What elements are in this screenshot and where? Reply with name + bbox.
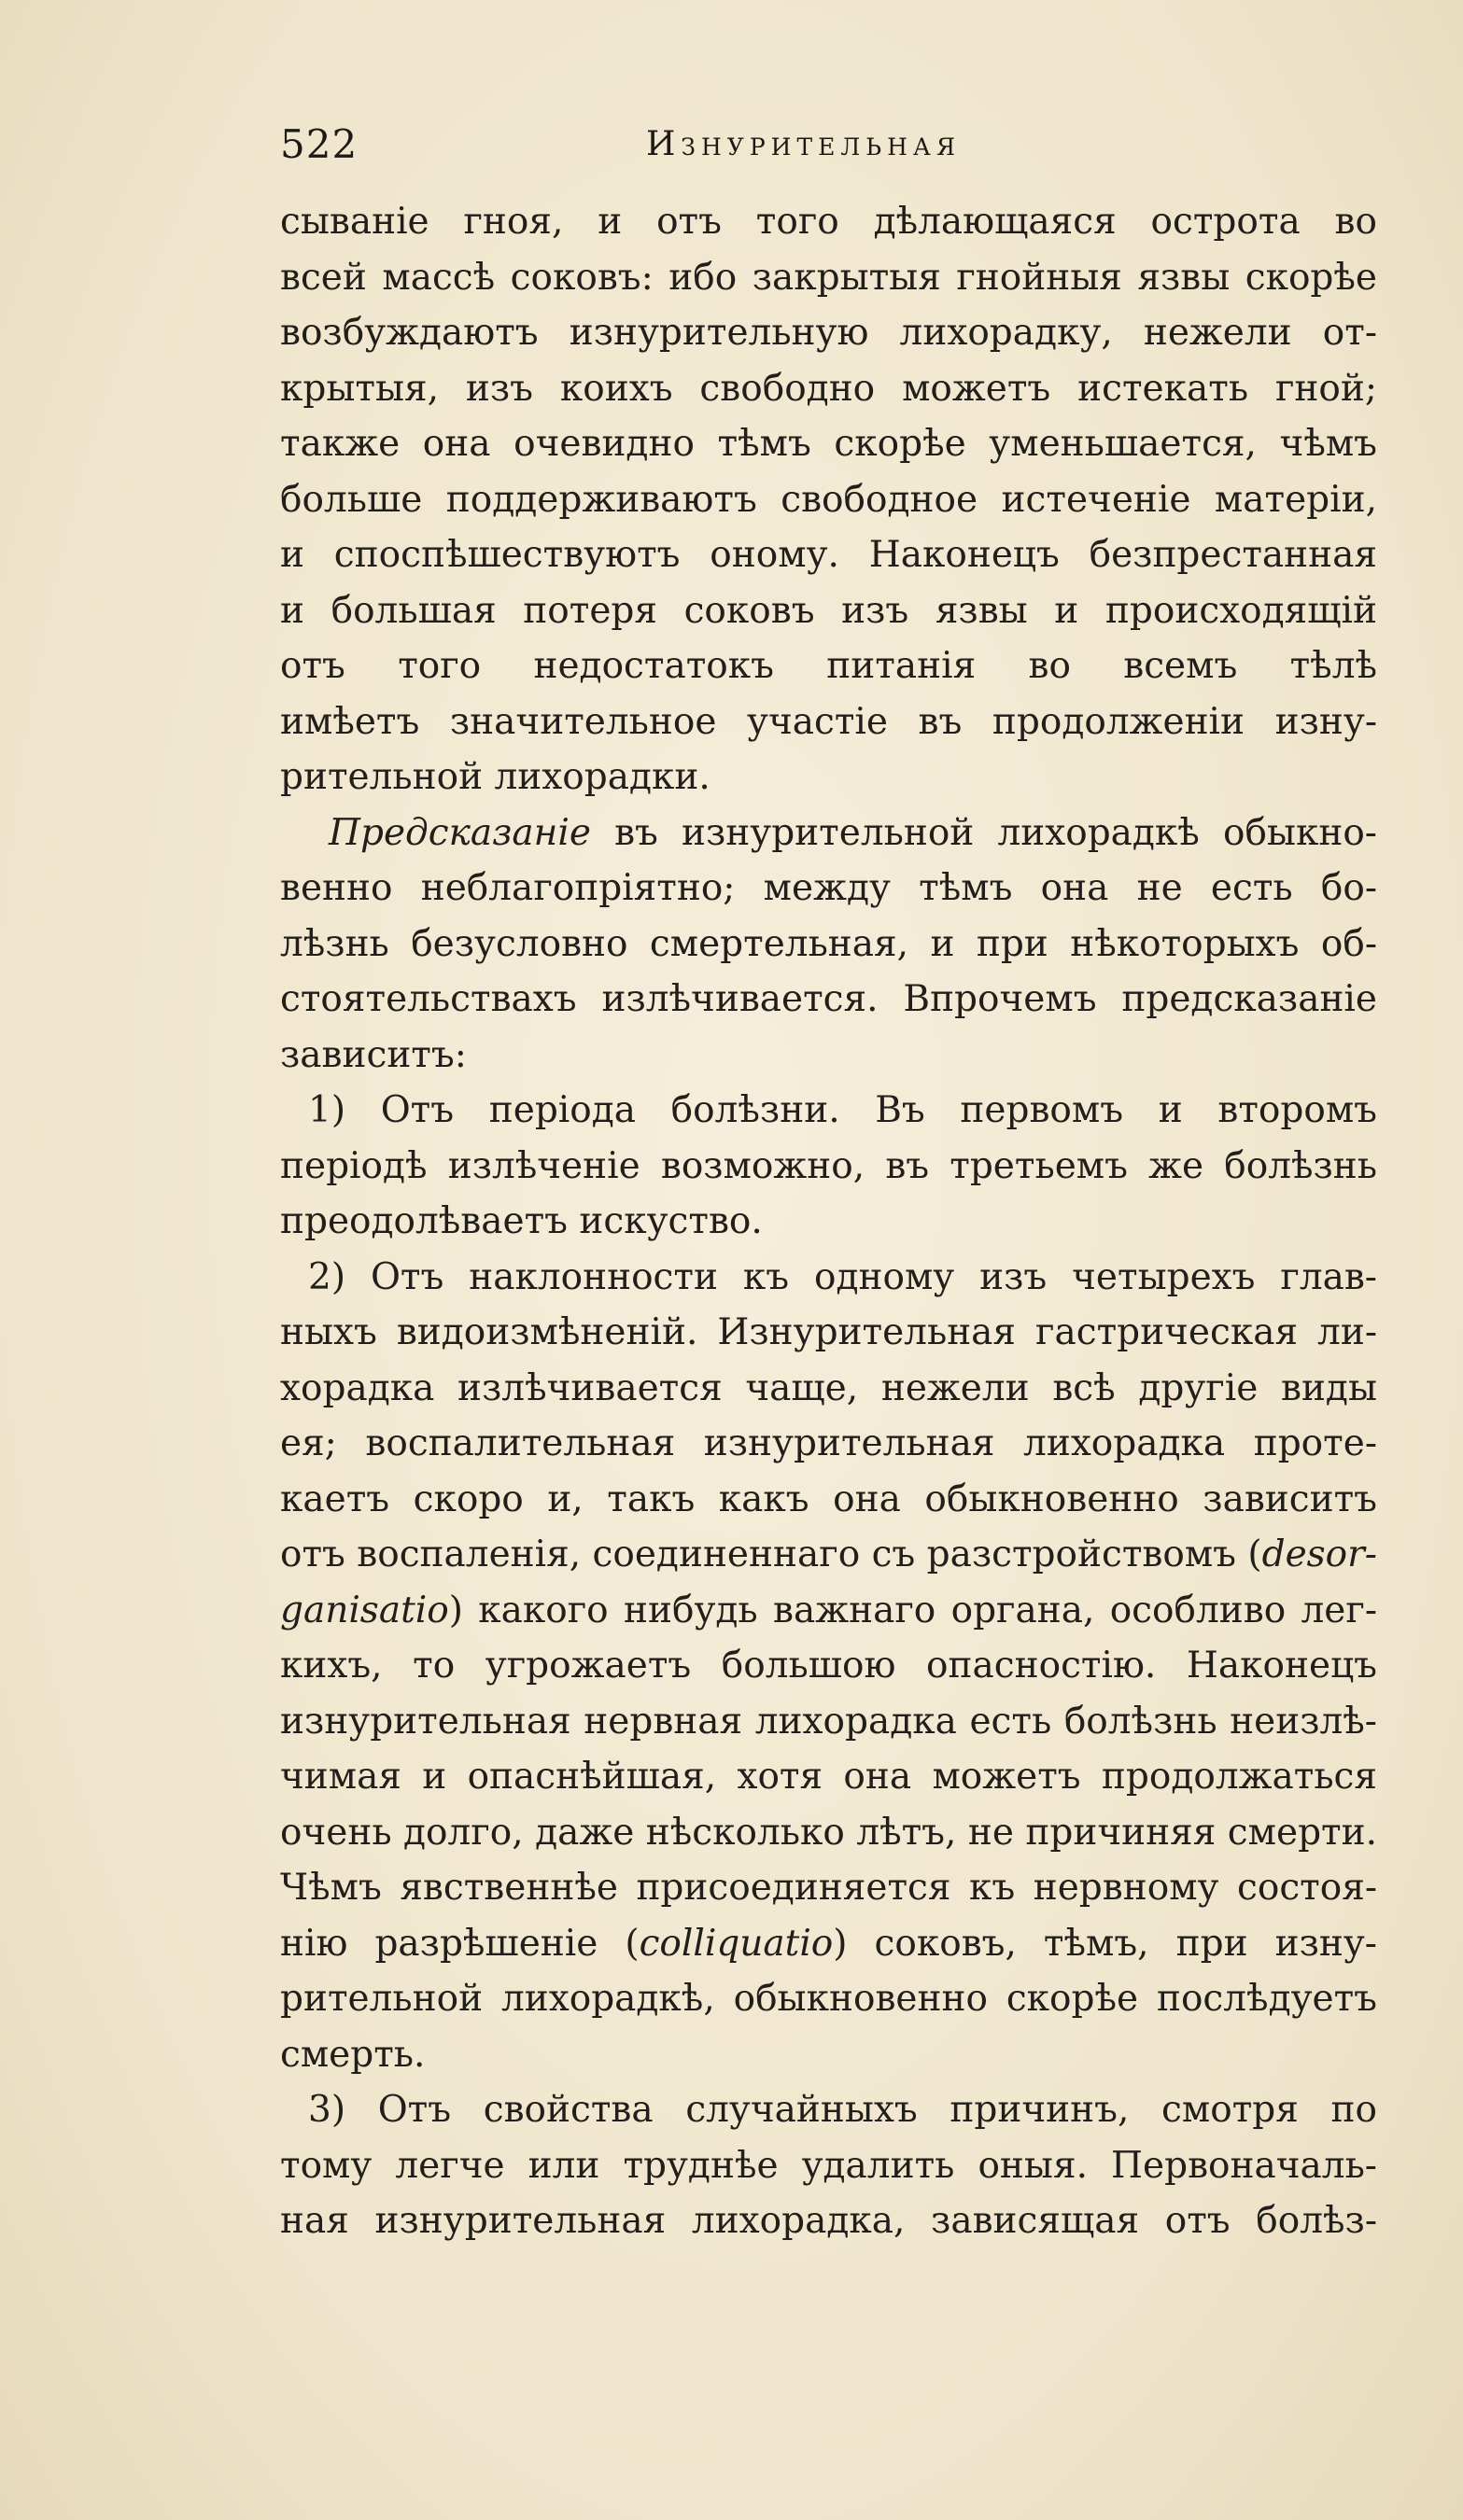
paragraph-point-2 [280, 1250, 1377, 2083]
text-line: всей массѣ соковъ: ибо закрытыя гнойныя язвы скорѣе [280, 256, 1377, 299]
text-line-with-heading [280, 805, 1377, 861]
text-line-with-latin [280, 1916, 1377, 1972]
page-number: 522 [280, 121, 359, 167]
text-line: Чѣмъ явственнѣе присоединяется къ нервному состоя- [280, 1867, 1377, 1909]
page-header [280, 121, 1377, 177]
text-line: ея; воспалительная изнурительная лихорадка проте- [280, 1422, 1377, 1464]
text-line: 3) Отъ свойства случайныхъ причинъ, смотря по [308, 2089, 1377, 2131]
text-line: сыванiе гноя, и отъ того дѣлающаяся острота во [280, 201, 1377, 243]
text-line: стоятельствахъ излѣчивается. Впрочемъ предсказанiе [280, 978, 1377, 1020]
text-line: кихъ, то угрожаетъ большою опасностiю. Наконецъ [280, 1645, 1377, 1687]
text-line: ная изнурительная лихорадка, зависящая отъ болѣз- [280, 2200, 1377, 2242]
paragraph-point-3 [280, 2082, 1377, 2249]
text-line: венно неблагопрiятно; между тѣмъ она не есть бо- [280, 867, 1377, 909]
text-line-with-latin [280, 1583, 1377, 1639]
text-line: рительной лихорадки. [280, 756, 710, 798]
text-line: тому легче или труднѣе удалить оныя. Первоначаль- [280, 2144, 1377, 2187]
text-line: рительной лихорадкѣ, обыкновенно скорѣе послѣдуетъ [280, 1978, 1377, 2020]
text-line: зависитъ: [280, 1033, 467, 1076]
text-fragment: отъ воспаленiя, соединеннаго съ разстройствомъ ( [280, 1533, 1262, 1575]
latin-term: desor- [1261, 1533, 1377, 1575]
prognosis-heading: Предсказанiе [329, 811, 591, 854]
text-line: перiодѣ излѣченiе возможно, въ третьемъ же болѣзнь [280, 1144, 1377, 1187]
latin-term: ganisatio [280, 1589, 449, 1631]
text-line: крытыя, изъ коихъ свободно можетъ истекать гной; [280, 367, 1377, 410]
latin-term: colliquatio [639, 1922, 834, 1965]
text-line: отъ того недостатокъ питанiя во всемъ тѣлѣ [280, 645, 1377, 687]
text-line: 2) Отъ наклонности къ одному изъ четырехъ глав- [308, 1255, 1377, 1298]
text-fragment: нiю разрѣшенiе ( [280, 1922, 640, 1965]
text-fragment: ) соковъ, тѣмъ, при изну- [833, 1922, 1377, 1965]
text-line: 1) Отъ перiода болѣзни. Въ первомъ и второмъ [308, 1089, 1377, 1131]
text-line: ныхъ видоизмѣненiй. Изнурительная гастрическая ли- [280, 1311, 1377, 1353]
text-line: изнурительная нервная лихорадка есть болѣзнь неизлѣ- [280, 1700, 1377, 1743]
paragraph-point-1 [280, 1083, 1377, 1250]
text-line: каетъ скоро и, такъ какъ она обыкновенно зависитъ [280, 1477, 1377, 1520]
text-line: лѣзнь безусловно смертельная, и при нѣкоторыхъ об- [280, 922, 1377, 965]
text-line: также она очевидно тѣмъ скорѣе уменьшается, чѣмъ [280, 423, 1377, 465]
paragraph-1 [280, 194, 1377, 805]
text-line: и споспѣшествуютъ оному. Наконецъ безпрестанная [280, 534, 1377, 576]
text-line: возбуждаютъ изнурительную лихорадку, нежели от- [280, 312, 1377, 354]
text-line: очень долго, даже нѣсколько лѣтъ, не причиняя смерти. [280, 1811, 1377, 1854]
text-line: больше поддерживаютъ свободное истеченiе матерiи, [280, 478, 1377, 521]
text-line: и большая потеря соковъ изъ язвы и происходящiй [280, 589, 1377, 632]
running-title: Изнурительная [646, 125, 962, 163]
text-line-with-latin [280, 1527, 1377, 1583]
text-line: имѣетъ значительное участiе въ продолженiи изну- [280, 700, 1377, 743]
paragraph-prognosis [280, 805, 1377, 1084]
text-line: преодолѣваетъ искуство. [280, 1200, 763, 1242]
text-fragment: въ изнурительной лихорадкѣ обыкно- [614, 811, 1377, 854]
text-fragment: ) какого нибудь важнаго органа, особливо лег- [448, 1589, 1377, 1631]
text-line: смерть. [280, 2033, 426, 2076]
body-text [280, 194, 1377, 2249]
text-line: чимая и опаснѣйшая, хотя она можетъ продолжаться [280, 1756, 1377, 1798]
text-line: хорадка излѣчивается чаще, нежели всѣ другiе виды [280, 1366, 1377, 1409]
